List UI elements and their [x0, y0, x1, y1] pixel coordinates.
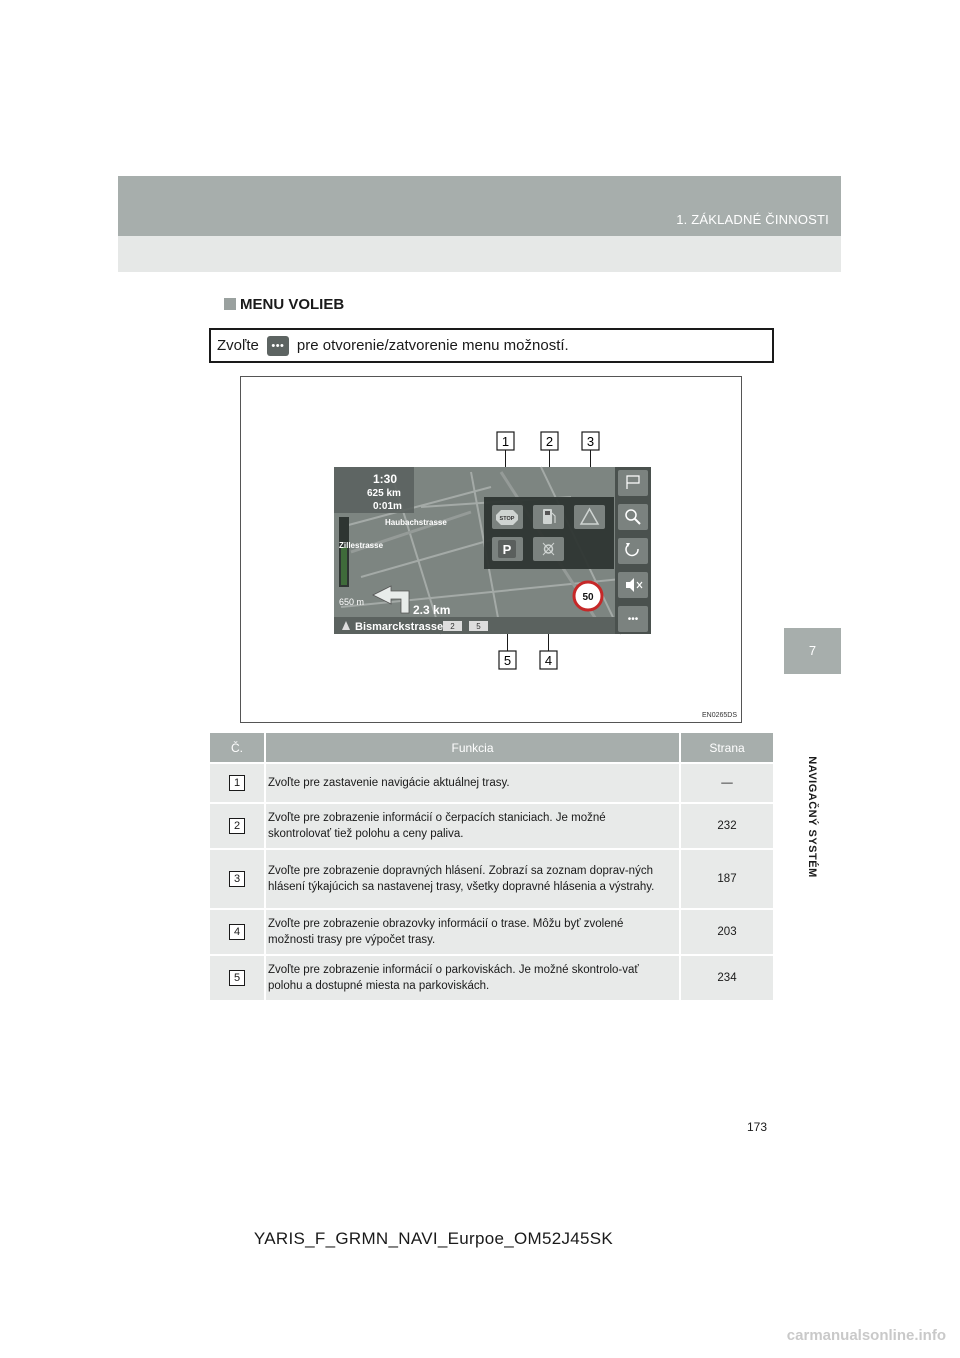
row-page: 187	[680, 849, 773, 909]
table-row	[210, 803, 773, 849]
screen-street-1: Haubachstrasse	[385, 518, 447, 527]
traffic-warning-button[interactable]	[574, 505, 605, 529]
col-header-function: Funkcia	[265, 733, 680, 763]
footer-doc-code: YARIS_F_GRMN_NAVI_Eurpoe_OM52J45SK	[253, 1229, 614, 1248]
table-row	[210, 849, 773, 909]
table-row	[210, 909, 773, 955]
route-info-button[interactable]	[533, 537, 564, 561]
row-function: Zvoľte pre zobrazenie informácií o parkoviskách. Je možné skontrolo-vať polohu a dostupné miesta na parkoviskách.	[265, 955, 680, 1000]
destination-button[interactable]	[618, 470, 648, 496]
table-header-row	[210, 733, 773, 763]
chapter-title: 1. ZÁKLADNÉ ČINNOSTI	[676, 212, 829, 227]
watermark-text: carmanualsonline.info	[786, 1327, 946, 1344]
svg-text:P: P	[502, 542, 512, 557]
options-button-icon: •••	[267, 336, 289, 356]
options-icon: •••	[627, 614, 639, 625]
chapter-header-bar	[118, 176, 841, 236]
svg-text:5: 5	[476, 622, 481, 631]
svg-text:4: 4	[544, 653, 553, 668]
row-number: 3	[229, 871, 245, 887]
square-bullet-icon	[224, 298, 236, 310]
svg-text:STOP: STOP	[499, 516, 515, 522]
screen-current-street: Bismarckstrasse	[355, 621, 444, 633]
figure-frame	[240, 376, 742, 723]
svg-text:2: 2	[450, 622, 455, 631]
mute-button[interactable]	[618, 572, 648, 598]
table-row	[210, 955, 773, 1000]
stop-button[interactable]	[492, 505, 523, 529]
instruction-before: Zvoľte	[217, 337, 259, 354]
figure-code: EN0265DS	[701, 712, 737, 719]
screen-turn-distance: 650 m	[339, 597, 365, 607]
reroute-button[interactable]	[618, 538, 648, 564]
row-page: 232	[680, 803, 773, 849]
instruction-after: pre otvorenie/zatvorenie menu možností.	[296, 337, 569, 354]
col-header-page: Strana	[680, 733, 773, 763]
row-function: Zvoľte pre zastavenie navigácie aktuálnej trasy.	[265, 763, 680, 803]
svg-text:50: 50	[582, 592, 594, 603]
row-function: Zvoľte pre zobrazenie informácií o čerpacích staniciach. Je možné skontrolovať tiež polohu a ceny paliva.	[265, 803, 680, 849]
row-function: Zvoľte pre zobrazenie obrazovky informácií o trase. Môžu byť zvolené možnosti trasy pre výpočet trasy.	[265, 909, 680, 955]
row-page: —	[680, 763, 773, 803]
svg-text:3: 3	[586, 434, 595, 449]
instruction-box	[209, 328, 774, 363]
page-number: 173	[747, 1120, 768, 1134]
function-table	[210, 733, 773, 1000]
svg-text:5: 5	[503, 653, 512, 668]
row-page: 234	[680, 955, 773, 1000]
row-number: 2	[229, 818, 245, 834]
chapter-header-subbar	[118, 236, 841, 272]
svg-text:1: 1	[501, 434, 510, 449]
nav-screen	[334, 467, 651, 634]
search-button[interactable]	[618, 504, 648, 530]
section-heading	[224, 296, 344, 313]
row-number: 5	[229, 970, 245, 986]
chapter-side-title: NAVIGAČNÝ SYSTÉM	[806, 756, 818, 878]
row-page: 203	[680, 909, 773, 955]
row-function: Zvoľte pre zobrazenie dopravných hlásení. Zobrazí sa zoznam doprav-ných hlásení týkajúcich sa nastavenej trasy, všetky dopravné hlásenia a výstrahy.	[265, 849, 680, 909]
section-heading-text: MENU VOLIEB	[240, 296, 345, 313]
screen-distance-total: 625 km	[367, 488, 401, 499]
row-number: 1	[229, 775, 245, 791]
navigation-screen-figure	[241, 377, 741, 722]
options-button[interactable]	[618, 606, 648, 632]
fuel-button[interactable]	[533, 505, 564, 529]
screen-street-2: Zillestrasse	[339, 541, 384, 550]
row-number: 4	[229, 924, 245, 940]
col-header-no: Č.	[210, 733, 265, 763]
svg-text:2: 2	[545, 434, 554, 449]
screen-time: 1:30	[373, 472, 398, 486]
screen-time-remaining: 0:01m	[373, 501, 402, 512]
screen-next-distance: 2.3 km	[413, 603, 451, 617]
chapter-tab-number: 7	[784, 628, 841, 674]
table-row	[210, 763, 773, 803]
parking-button[interactable]	[492, 537, 523, 561]
